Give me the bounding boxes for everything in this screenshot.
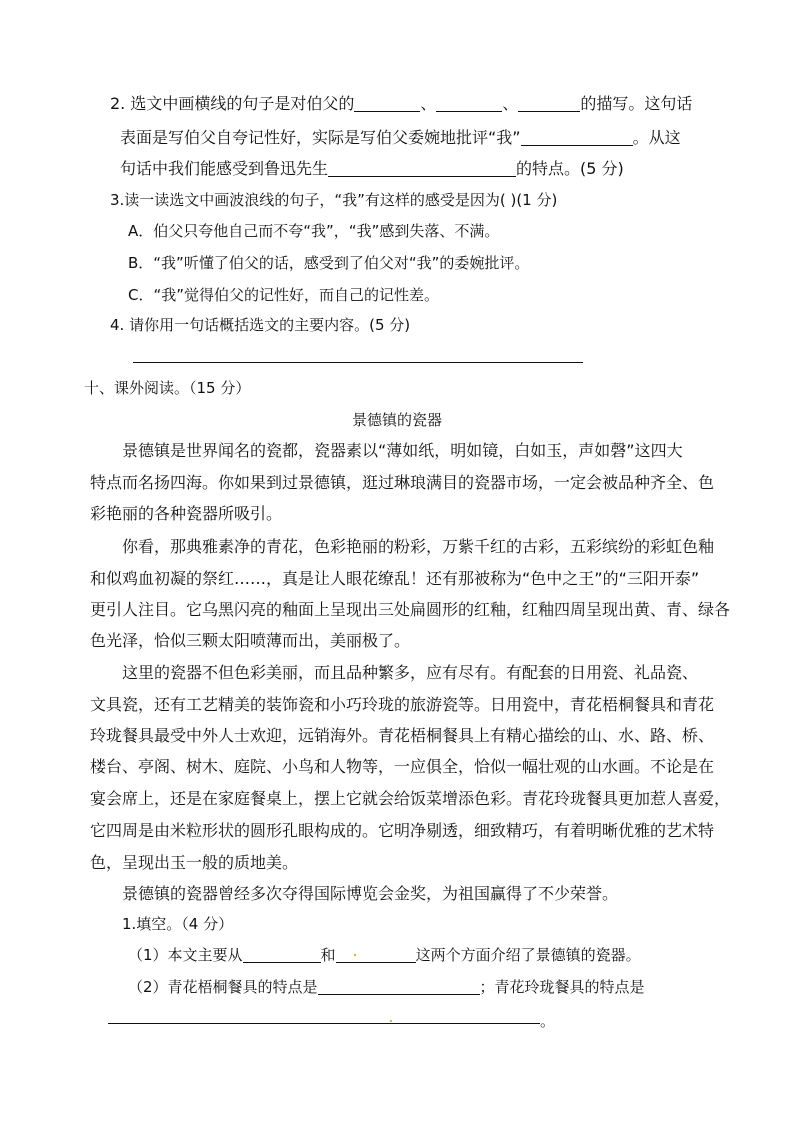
paragraph-line: 玲珑餐具最受中外人士欢迎，远销海外。青花梧桐餐具上有精心描绘的山、水、路、桥、 [90,726,715,745]
paragraph-line: 宴会席上，还是在家庭餐桌上，摆上它就会给饭菜增添色彩。青花玲珑餐具更加惹人喜爱， [90,789,731,808]
paragraph-line: 你看，那典雅素净的青花，色彩艳丽的粉彩，万紫千红的古彩，五彩缤纷的彩虹色釉 [122,537,715,556]
q2-text-2b: 。从这 [632,128,681,147]
q2-text-3b: 的特点。(5 分) [516,159,624,178]
q4-answer-line[interactable] [133,362,583,363]
q4-text: 请你用一句话概括选文的主要内容。(5 分) [129,316,411,334]
q4-line [110,318,410,333]
paragraph-line: 彩艳丽的各种瓷器所吸引。 [90,504,283,523]
q1-blank-1[interactable] [243,948,321,963]
paragraph-line: 景德镇是世界闻名的瓷都，瓷器素以“薄如纸，明如镜，白如玉，声如磬”这四大 [122,441,683,460]
q3-stem: 3.读一读选文中画波浪线的句子，“我”有这样的感受是因为( )(1 分) [110,191,558,209]
q1-answer-line[interactable] [108,1023,540,1024]
paragraph-line: 更引人注目。它乌黑闪亮的釉面上呈现出三处扁圆形的红釉，红釉四周呈现出黄、青、绿各 [90,600,731,619]
q2-blank-2[interactable] [436,97,502,112]
section-heading: 十、课外阅读。（15 分） [84,379,251,397]
paragraph-line: 它四周是由米粒形状的圆形孔眼构成的。它明净剔透，细致精巧，有着明晰优雅的艺术特 [90,821,715,840]
q2-line-1: 2. 选文中画横线的句子是对伯父的 、 、 的描写。这句话 [110,94,693,113]
q4-number: 4. [110,316,125,334]
q2-line-2 [120,130,681,146]
article-title: 景德镇的瓷器 [351,411,442,429]
mark-dot [390,1020,392,1022]
q1-end-mark: 。 [540,1012,556,1030]
q2-blank-5[interactable] [328,162,516,177]
paragraph-line: 色，呈现出玉一般的质地美。 [90,853,299,872]
q1-sub-2: （2）青花梧桐餐具的特点是 ；青花玲珑餐具的特点是 [128,978,645,996]
q2-blank-1[interactable] [354,97,420,112]
q1-stem: 1.填空。（4 分） [122,915,234,933]
paragraph-line: 楼台、亭阁、树木、庭院、小鸟和人物等，一应俱全，恰似一幅壮观的山水画。不论是在 [90,757,715,776]
paragraph-line: 景德镇的瓷器曾经多次夺得国际博览会金奖，为祖国赢得了不少荣誉。 [122,884,619,903]
paragraph-line: 特点而名扬四海。你如果到过景德镇，逛过琳琅满目的瓷器市场，一定会被品种齐全、色 [90,473,715,492]
q2-text-2a: 表面是写伯父自夸记性好，实际是写伯父委婉地批评“我” [120,128,521,147]
paragraph-line: 色光泽，恰似三颗太阳喷薄而出，美丽极了。 [90,631,411,650]
q2-blank-4[interactable] [521,131,633,146]
q1-blank-3[interactable] [318,980,480,995]
q2-text-1b: 的描写。这句话 [580,94,693,113]
q2-text-3a: 句话中我们能感受到鲁迅先生 [120,159,329,178]
q1-blank-2[interactable] [336,948,416,963]
paragraph-line: 这里的瓷器不但色彩美丽，而且品种繁多，应有尽有。有配套的日用瓷、礼品瓷、 [122,663,699,682]
q2-blank-3[interactable] [518,97,580,112]
q3-option-b[interactable]: B．“我”听懂了伯父的话，感受到了伯父对“我”的委婉批评。 [128,254,530,272]
q2-line-3 [120,161,624,177]
q2-number: 2. [110,94,126,113]
paragraph-line: 和似鸡血初凝的祭红……，真是让人眼花缭乱！还有那被称为“色中之王”的“三阳开泰” [90,569,700,588]
q1-sub-1: （1）本文主要从 和 这两个方面介绍了景德镇的瓷器。 [128,946,641,964]
q3-option-c[interactable]: C．“我”觉得伯父的记性好，而自己的记性差。 [128,286,440,304]
paragraph-line: 文具瓷，还有工艺精美的装饰瓷和小巧玲珑的旅游瓷等。日用瓷中，青花梧桐餐具和青花 [90,695,715,714]
q3-option-a[interactable]: A．伯父只夸他自己而不夸“我”，“我”感到失落、不满。 [128,222,500,240]
mark-dot [354,954,356,956]
q2-text-1a: 选文中画横线的句子是对伯父的 [130,94,355,113]
